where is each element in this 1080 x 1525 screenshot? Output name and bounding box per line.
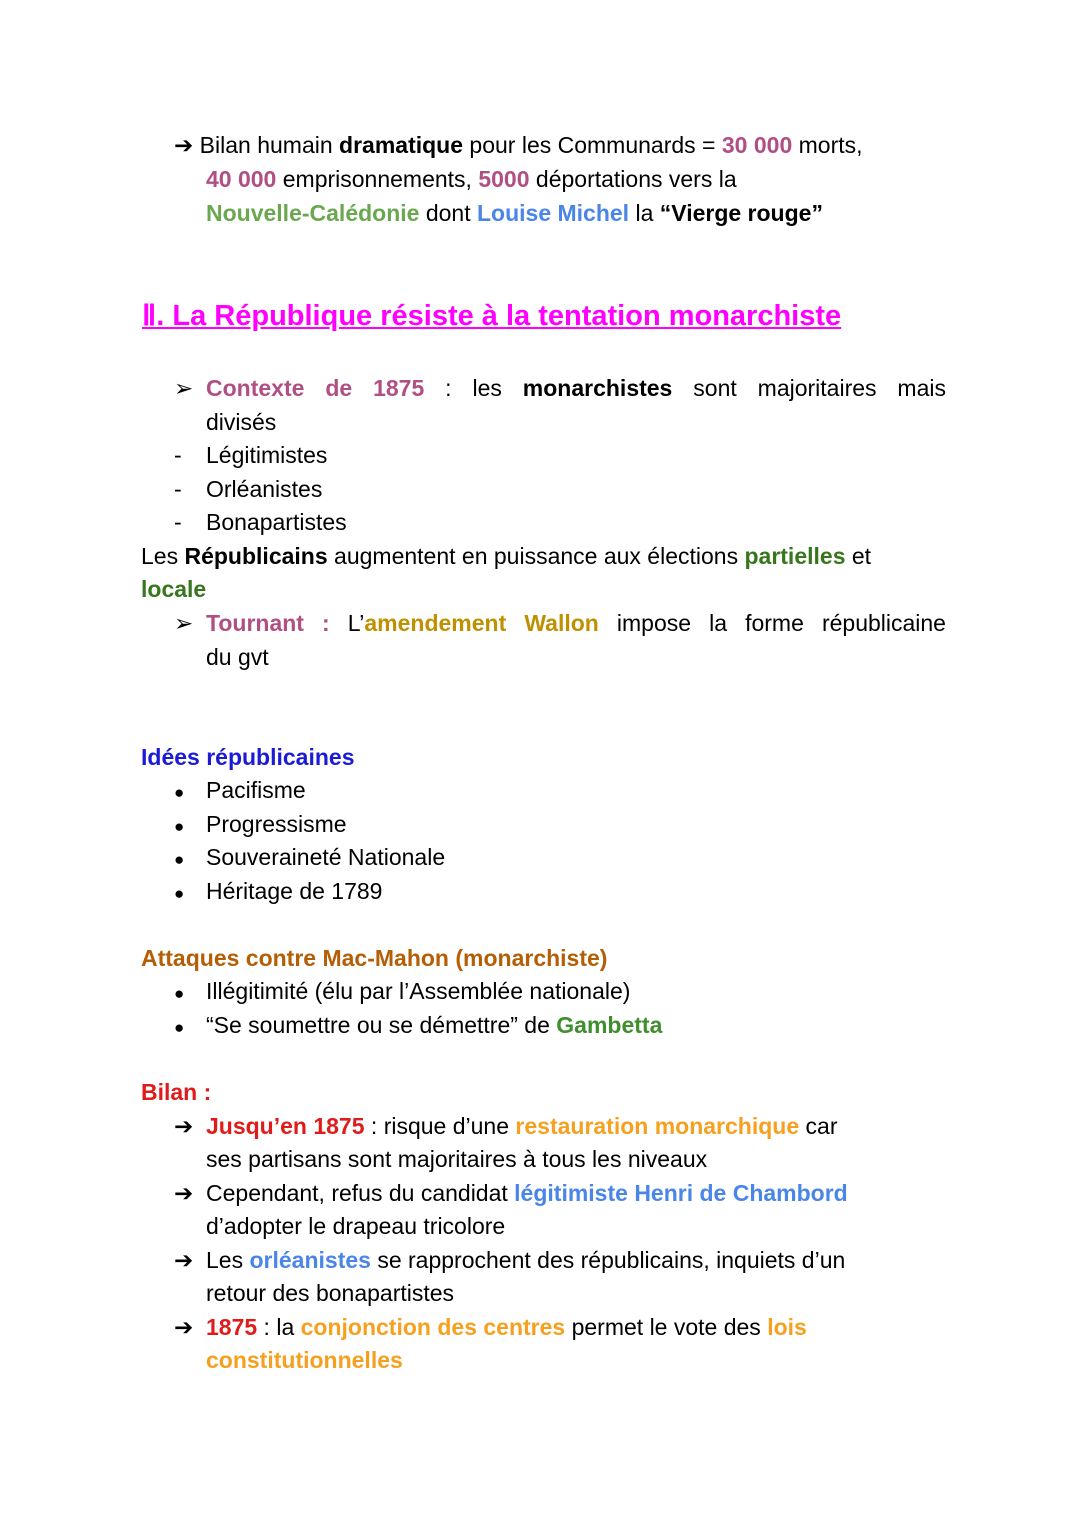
attaque-item: Illégitimité (élu par l’Assemblée nationale): [206, 978, 631, 1004]
intro-line-3: Nouvelle-Calédonie dont Louise Michel la “Vierge rouge”: [206, 200, 823, 226]
bilan-item-1-cont: ses partisans sont majoritaires à tous les niveaux: [206, 1146, 708, 1172]
bilan-item-2: Cependant, refus du candidat légitimiste Henri de Chambord: [206, 1180, 848, 1206]
faction-item: -: [174, 509, 182, 535]
bilan-title: Bilan :: [141, 1079, 212, 1105]
contexte-cont: divisés: [206, 409, 277, 435]
section-title: Ⅱ. La République résiste à la tentation monarchiste: [142, 300, 842, 332]
idee-item: Héritage de 1789: [206, 878, 383, 904]
idee-item: Progressisme: [206, 811, 347, 837]
intro-line-1: ➔ Bilan humain dramatique pour les Communards = 30 000 morts,: [174, 132, 863, 158]
idee-item: Pacifisme: [206, 777, 306, 803]
idee-item: Souveraineté Nationale: [206, 844, 446, 870]
tournant-cont: du gvt: [206, 644, 269, 670]
bullet-dot: ●: [174, 984, 185, 1003]
arrowhead-icon: ➢: [174, 610, 194, 636]
arrow-icon: ➔: [174, 1180, 194, 1206]
tournant-line: ➢ Tournant : L’amendement Wallon impose la forme républicaine: [174, 606, 946, 640]
attaque-item: “Se soumettre ou se démettre” de Gambetta: [206, 1012, 663, 1038]
bilan-item-2-cont: d’adopter le drapeau tricolore: [206, 1213, 506, 1239]
arrow-icon: ➔: [174, 1247, 194, 1273]
attaques-title: Attaques contre Mac-Mahon (monarchiste): [141, 945, 608, 971]
arrowhead-icon: ➢: [174, 375, 194, 401]
arrow-icon: ➔: [174, 1314, 194, 1340]
faction-label: Légitimistes: [206, 442, 328, 468]
republicains-line: Les Républicains augmentent en puissance aux élections partielles et: [141, 543, 872, 569]
faction-label: Bonapartistes: [206, 509, 347, 535]
bilan-item-4: 1875 : la conjonction des centres permet le vote des lois: [206, 1314, 807, 1340]
faction-label: Orléanistes: [206, 476, 323, 502]
arrow-icon: ➔: [174, 132, 194, 158]
bilan-item-3: Les orléanistes se rapprochent des républicains, inquiets d’un: [206, 1247, 846, 1273]
republicains-cont: locale: [141, 576, 207, 602]
bullet-dot: ●: [174, 1018, 185, 1037]
idees-title: Idées républicaines: [141, 744, 355, 770]
bullet-dot: ●: [174, 783, 185, 802]
faction-item: -: [174, 476, 182, 502]
arrow-icon: ➔: [174, 1113, 194, 1139]
faction-item: -: [174, 442, 182, 468]
contexte-line: ➢ Contexte de 1875 : les monarchistes sont majoritaires mais: [174, 371, 946, 405]
bullet-dot: ●: [174, 884, 185, 903]
bilan-item-1: Jusqu’en 1875 : risque d’une restauration monarchique car: [206, 1113, 838, 1139]
intro-line-2: 40 000 emprisonnements, 5000 déportations vers la: [206, 166, 737, 192]
bullet-dot: ●: [174, 817, 185, 836]
bilan-item-4-cont: constitutionnelles: [206, 1347, 403, 1373]
bilan-item-3-cont: retour des bonapartistes: [206, 1280, 455, 1306]
bullet-dot: ●: [174, 850, 185, 869]
